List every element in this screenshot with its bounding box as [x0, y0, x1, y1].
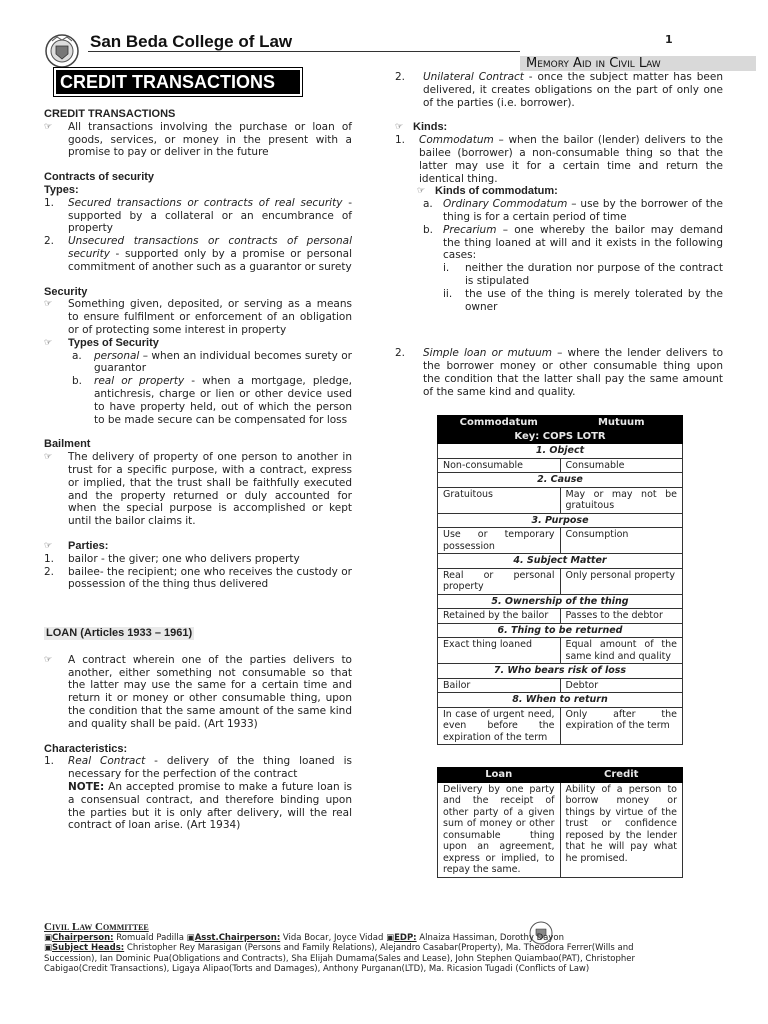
section-title: 3. Purpose	[438, 513, 683, 528]
table-section-row	[438, 693, 683, 708]
list-item: 2. Unilateral Contract - once the subject matter has been delivered, it creates obligations on the part of only one of the parties (i.e. borrower).	[395, 71, 723, 109]
table-row	[438, 678, 683, 693]
table-section-row	[438, 664, 683, 679]
loan-credit-table	[437, 767, 683, 878]
table-cell: Equal amount of the same kind and quality	[560, 638, 683, 664]
table-row	[438, 487, 683, 513]
column-header: Loan	[438, 768, 561, 783]
pointing-hand-icon: ☞	[395, 122, 404, 133]
table-row	[438, 568, 683, 594]
table-key-row	[438, 430, 683, 444]
list-item: i. neither the duration nor purpose of the contract is stipulated	[443, 262, 723, 287]
table-row	[438, 609, 683, 624]
loan-heading: LOAN (Articles 1933 – 1961)	[46, 627, 193, 640]
characteristics-heading: Characteristics:	[44, 742, 128, 755]
table-cell: Exact thing loaned	[438, 638, 561, 664]
table-row	[438, 638, 683, 664]
section-title: 2. Cause	[438, 473, 683, 488]
table-row	[438, 528, 683, 554]
table-section-row	[438, 554, 683, 569]
table-cell: Delivery by one party and the receipt of other party of a given sum of money or other consumable thing upon an agreement, express or implied, to repay the same.	[438, 782, 561, 877]
list-item: 1. Real Contract - delivery of the thing loaned is necessary for the perfection of the contract NOTE: An accepted promise to make a future loan is a consensual contract, and therefore binding upon the parties but it is only after delivery, will the real contract of loan arise. (Art 1934)	[44, 755, 352, 832]
list-item: ☞ Parties:	[44, 539, 109, 552]
list-item: a. Ordinary Commodatum – use by the borrower of the thing is for a certain period of time	[423, 198, 723, 223]
table-cell: Gratuitous	[438, 487, 561, 513]
table-section-row	[438, 594, 683, 609]
book-icon: ▣	[44, 943, 53, 953]
list-item: ☞ Kinds of commodatum:	[417, 185, 558, 198]
table-section-row	[438, 444, 683, 459]
pointing-hand-icon: ☞	[44, 121, 53, 132]
list-item: b. Precarium – one whereby the bailor may demand the thing loaned at will and it exists in the following cases:	[423, 223, 723, 262]
book-icon: ▣	[44, 932, 53, 943]
page-number: 1	[665, 33, 673, 46]
list-item: 2. Unsecured transactions or contracts of personal security - supported only by a promise or personal commitment of another such as a guarantor or surety	[44, 235, 352, 273]
pointing-hand-icon: ☞	[44, 452, 53, 463]
book-icon: ▣	[186, 932, 195, 943]
book-icon: ▣	[386, 932, 395, 943]
section-title: 4. Subject Matter	[438, 554, 683, 569]
commodatum-mutuum-table	[437, 415, 683, 745]
credit-transactions-heading: CREDIT TRANSACTIONS	[44, 108, 176, 120]
list-item: 1. bailor - the giver; one who delivers property	[44, 552, 300, 565]
column-header: Mutuum	[560, 416, 683, 430]
list-item: ☞ Kinds:	[395, 121, 448, 134]
table-cell: In case of urgent need, even before the expiration of the term	[438, 707, 561, 745]
list-item: ☞ A contract wherein one of the parties delivers to another, either something not consumable so that the latter may use the same for a certain time and return it or money or other consumable thing, upon the condition that the same amount of the same kind and quality shall be paid. (Art 1933)	[44, 653, 352, 730]
column-header: Commodatum	[438, 416, 561, 430]
table-cell: Only after the expiration of the term	[560, 707, 683, 745]
table-cell: Bailor	[438, 678, 561, 693]
table-cell: May or may not be gratuitous	[560, 487, 683, 513]
table-key: Key: COPS LOTR	[438, 430, 683, 444]
footer	[44, 922, 684, 975]
list-item: ☞ All transactions involving the purchase or loan of goods, services, or money in the present with a promise to pay or deliver in the future	[44, 120, 352, 159]
table-header-row	[438, 768, 683, 783]
list-item: b. real or property - when a mortgage, pledge, antichresis, charge or lien or other device used to have property held, out of which the person to be made secure can be compensated for loss	[72, 375, 352, 426]
table-row	[438, 707, 683, 745]
table-header-row	[438, 416, 683, 430]
table-cell: Use or temporary possession	[438, 528, 561, 554]
types-heading: Types:	[44, 183, 79, 196]
table-cell: Only personal property	[560, 568, 683, 594]
list-item: 2. bailee- the recipient; one who receives the custody or possession of the thing thus delivered	[44, 565, 352, 591]
right-column	[395, 71, 723, 399]
table-cell: Debtor	[560, 678, 683, 693]
committee-members: ▣Chairperson: Romuald Padilla ▣Asst.Chairperson: Vida Bocar, Joyce Vidad ▣EDP: Alnaiza Hassiman, Dorothy Dayon ▣Subject Heads: Christopher Rey Marasigan (Persons and Family Relations), Alejandro Casabar(Property), Ma. Theodora Ferrer(Wills and Succession), Ian Dominic Pua(Obligations and Contracts), Sha Elijah Dumama(Sales and Lease), John Stephen Quiambao(PAT), Christopher Cabigao(Credit Transactions), Ligaya Alipao(Torts and Damages), Anthony Purganan(LTD), Ma. Ricasion Tugadi (Conflicts of Law)	[44, 932, 636, 974]
school-name: San Beda College of Law	[90, 32, 293, 51]
pointing-hand-icon: ☞	[44, 654, 53, 665]
column-header: Credit	[560, 768, 683, 783]
pointing-hand-icon: ☞	[417, 186, 426, 197]
list-item: 1. Commodatum – when the bailor (lender) delivers to the bailee (borrower) a non-consumable thing so that the latter may use it for a certain time and return the identical thing.	[395, 134, 723, 185]
security-heading: Security	[44, 285, 88, 298]
table-cell: Passes to the debtor	[560, 609, 683, 624]
table-cell: Real or personal property	[438, 568, 561, 594]
table-section-row	[438, 623, 683, 638]
table-section-row	[438, 473, 683, 488]
left-column	[44, 108, 352, 832]
table-cell: Consumption	[560, 528, 683, 554]
page-title: CREDIT TRANSACTIONS	[54, 68, 302, 96]
school-seal-icon	[44, 33, 80, 69]
contracts-of-security-heading: Contracts of security	[44, 171, 155, 184]
section-title: 8. When to return	[438, 693, 683, 708]
list-item: ☞ Types of Security	[44, 336, 159, 349]
table-cell: Retained by the bailor	[438, 609, 561, 624]
list-item: 2. Simple loan or mutuum – where the lender delivers to the borrower money or other consumable thing upon the condition that the latter shall pay the same amount of the same kind and quality.	[395, 347, 723, 398]
table-cell: Non-consumable	[438, 458, 561, 473]
table-section-row	[438, 513, 683, 528]
table-row	[438, 458, 683, 473]
section-title: 6. Thing to be returned	[438, 623, 683, 638]
table-row	[438, 782, 683, 877]
section-title: 1. Object	[438, 444, 683, 459]
list-item: a. personal – when an individual becomes surety or guarantor	[72, 349, 352, 375]
pointing-hand-icon: ☞	[44, 299, 53, 310]
table-cell: Ability of a person to borrow money or things by virtue of the trust or confidence reposed by the lender that he will pay what he promised.	[560, 782, 683, 877]
committee-title: Civil Law Committee	[44, 921, 149, 933]
list-item: ii. the use of the thing is merely tolerated by the owner	[443, 287, 723, 313]
memory-aid-banner: Memory Aid in Civil Law	[520, 56, 756, 71]
list-item: 1. Secured transactions or contracts of real security - supported by a collateral or an encumbrance of property	[44, 196, 352, 235]
section-title: 5. Ownership of the thing	[438, 594, 683, 609]
pointing-hand-icon: ☞	[44, 540, 53, 551]
bailment-heading: Bailment	[44, 438, 91, 451]
list-item: ☞ The delivery of property of one person to another in trust for a specific purpose, with a contract, express or implied, that the trust shall be faithfully executed and the property returned or duly accounted for when the special purpose is accomplished or kept until the bailor claims it.	[44, 451, 352, 528]
section-title: 7. Who bears risk of loss	[438, 664, 683, 679]
pointing-hand-icon: ☞	[44, 337, 53, 348]
header-divider	[88, 51, 520, 52]
table-cell: Consumable	[560, 458, 683, 473]
list-item: ☞ Something given, deposited, or serving as a means to ensure fulfilment or enforcement of an obligation or of protecting some interest in property	[44, 298, 352, 336]
